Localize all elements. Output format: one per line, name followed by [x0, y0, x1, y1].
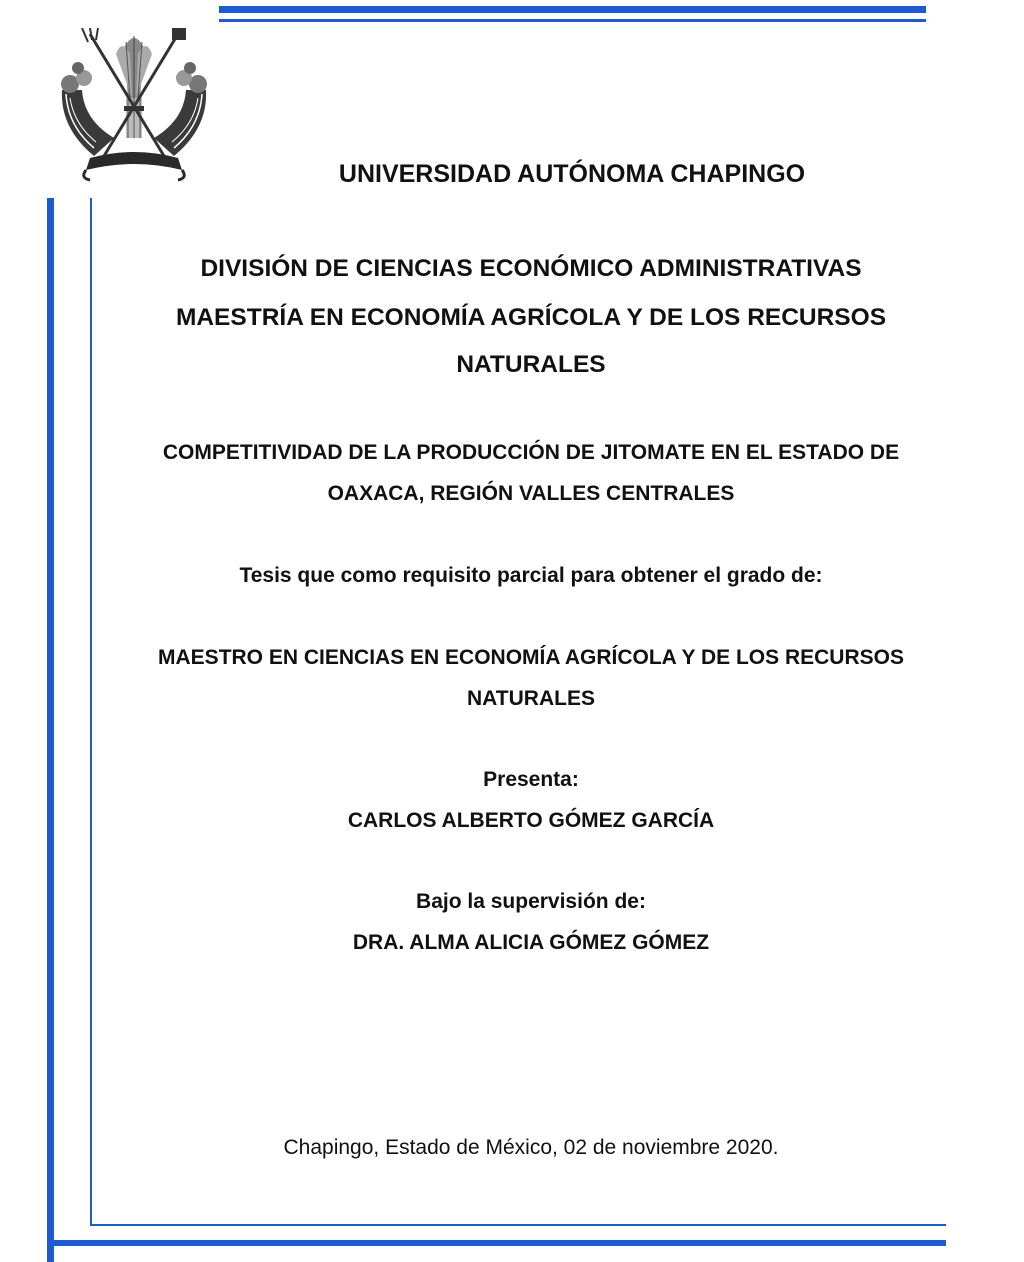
division-line-3: NATURALES [456, 351, 606, 378]
degree-line-2: NATURALES [467, 687, 595, 710]
place-date: Chapingo, Estado de México, 02 de noviembre 2020. [283, 1136, 779, 1159]
degree-line-1: MAESTRO EN CIENCIAS EN ECONOMÍA AGRÍCOLA Y DE LOS RECURSOS [158, 646, 904, 669]
division-line-2: MAESTRÍA EN ECONOMÍA AGRÍCOLA Y DE LOS RECURSOS [175, 304, 887, 331]
thesis-title-line-2: OAXACA, REGIÓN VALLES CENTRALES [327, 482, 735, 505]
author-name: CARLOS ALBERTO GÓMEZ GARCÍA [347, 809, 715, 832]
author-label: Presenta: [483, 768, 579, 791]
top-rule-thick [219, 6, 926, 13]
bottom-rule-thin [90, 1224, 946, 1226]
left-rule-thick [47, 198, 54, 1262]
thesis-requirement: Tesis que como requisito parcial para obtener el grado de: [239, 564, 823, 587]
thesis-title-line-1: COMPETITIVIDAD DE LA PRODUCCIÓN DE JITOMATE EN EL ESTADO DE [162, 441, 900, 464]
top-rule-thin [219, 19, 926, 22]
division-line-1: DIVISIÓN DE CIENCIAS ECONÓMICO ADMINISTRATIVAS [200, 255, 862, 282]
left-rule-thin [90, 198, 92, 1226]
bottom-rule-thick [47, 1240, 946, 1246]
university-name: UNIVERSIDAD AUTÓNOMA CHAPINGO [338, 160, 806, 188]
supervisor-label: Bajo la supervisión de: [416, 890, 646, 913]
supervisor-name: DRA. ALMA ALICIA GÓMEZ GÓMEZ [352, 931, 710, 954]
